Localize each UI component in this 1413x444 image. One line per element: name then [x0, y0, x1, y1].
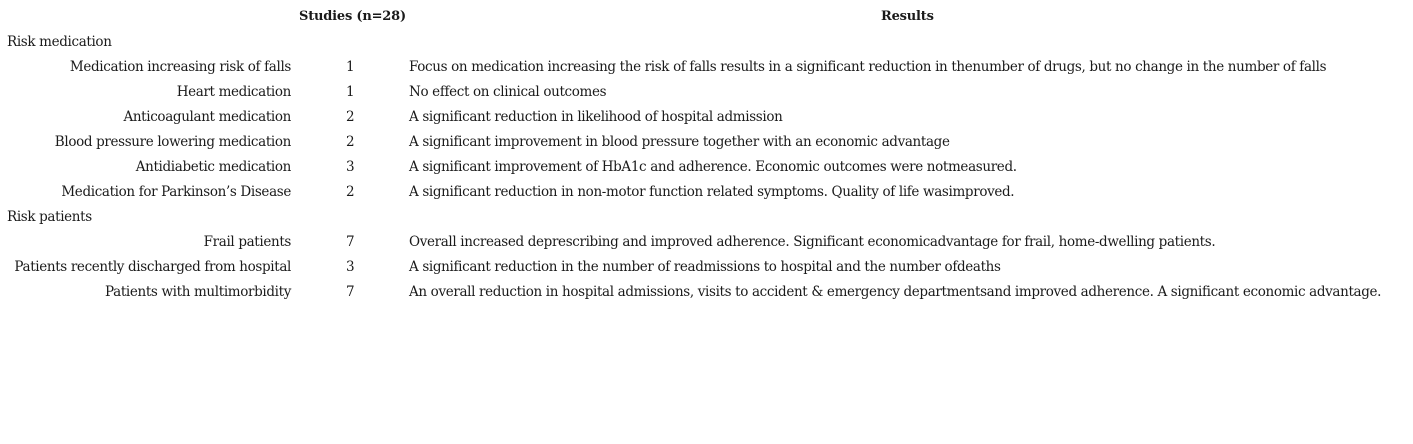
- row-studies-count: 7: [346, 234, 355, 250]
- row-label: Antidiabetic medication: [135, 159, 291, 175]
- row-label: Medication for Parkinson’s Disease: [61, 184, 291, 200]
- results-column-header: Results: [881, 9, 934, 24]
- table-row: [0, 130, 1413, 155]
- row-label: Medication increasing risk of falls: [69, 59, 291, 75]
- row-studies-count: 1: [346, 84, 355, 100]
- table-row: [0, 180, 1413, 205]
- row-result: A significant reduction in likelihood of hospital admission: [409, 109, 783, 125]
- row-studies-count: 2: [346, 109, 355, 125]
- row-result: Focus on medication increasing the risk of falls results in a significant reduction in thenumber of drugs, but no change in the number of falls: [409, 59, 1327, 75]
- group-label: Risk patients: [7, 209, 92, 225]
- table-row: [0, 230, 1413, 255]
- studies-column-header: Studies (n=28): [299, 9, 406, 24]
- row-studies-count: 1: [346, 59, 355, 75]
- table-row: [0, 280, 1413, 305]
- row-studies-count: 3: [346, 259, 355, 275]
- table-row: [0, 255, 1413, 280]
- row-studies-count: 2: [346, 184, 355, 200]
- row-label: Patients with multimorbidity: [105, 284, 291, 300]
- row-result: A significant improvement of HbA1c and adherence. Economic outcomes were notmeasured.: [409, 159, 1017, 175]
- table-row: [0, 80, 1413, 105]
- group-label: Risk medication: [7, 34, 112, 50]
- table-row: [0, 55, 1413, 80]
- row-label: Anticoagulant medication: [123, 109, 291, 125]
- table-row: [0, 105, 1413, 130]
- row-label: Frail patients: [203, 234, 291, 250]
- row-result: No effect on clinical outcomes: [409, 84, 607, 100]
- row-studies-count: 7: [346, 284, 355, 300]
- row-label: Heart medication: [176, 84, 291, 100]
- row-studies-count: 3: [346, 159, 355, 175]
- group-row-risk-medication: [0, 30, 1413, 55]
- row-label: Patients recently discharged from hospital: [14, 259, 291, 275]
- row-result: A significant reduction in the number of readmissions to hospital and the number ofdeaths: [409, 259, 1001, 275]
- row-result: A significant improvement in blood pressure together with an economic advantage: [409, 134, 950, 150]
- group-row-risk-patients: [0, 205, 1413, 230]
- row-result: A significant reduction in non-motor function related symptoms. Quality of life wasimproved.: [409, 184, 1015, 200]
- row-result: Overall increased deprescribing and improved adherence. Significant economicadvantage for frail, home-dwelling patients.: [409, 234, 1216, 250]
- row-result: An overall reduction in hospital admissions, visits to accident & emergency departmentsand improved adherence. A significant economic advantage.: [409, 284, 1382, 300]
- table-row: [0, 155, 1413, 180]
- row-studies-count: 2: [346, 134, 355, 150]
- table-header-row: [0, 0, 1413, 30]
- row-label: Blood pressure lowering medication: [54, 134, 291, 150]
